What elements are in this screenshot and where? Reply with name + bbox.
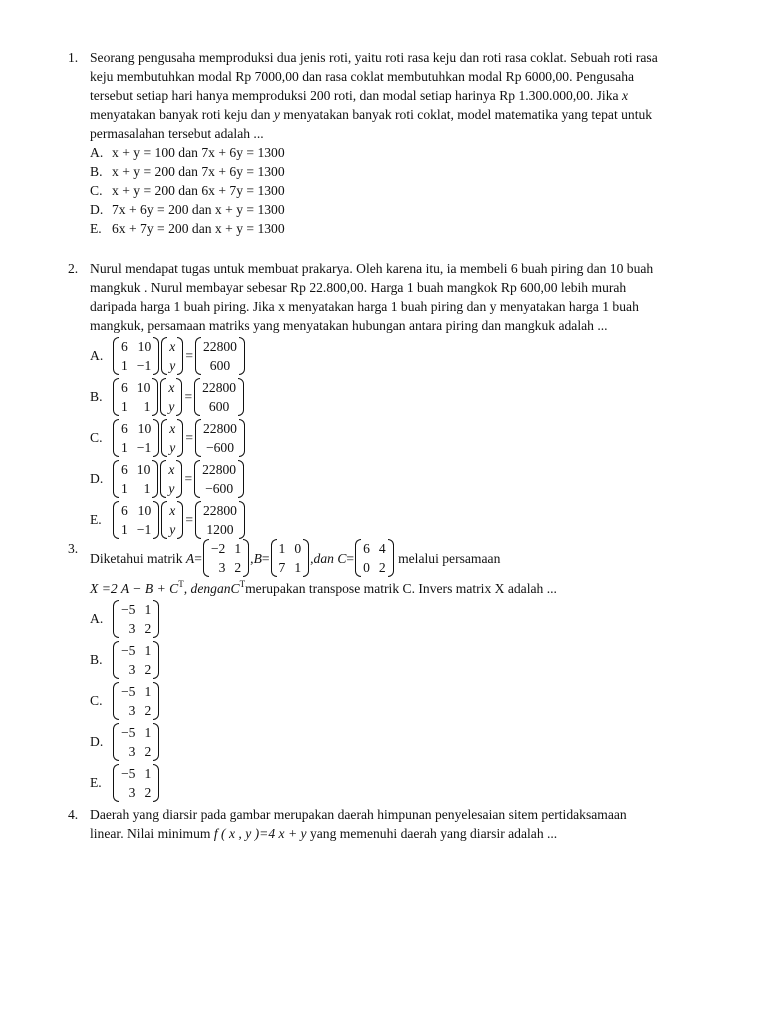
matrix-cell: 3 xyxy=(128,702,136,718)
answer-option-b xyxy=(90,639,728,680)
question-line: Nurul mendapat tugas untuk membuat prakarya. Oleh karena itu, ia membeli 6 buah piring dan 10 buah xyxy=(90,261,654,276)
matrix-cell: −5 xyxy=(121,683,136,699)
matrix-cell: x xyxy=(169,338,176,354)
question-number: 1. xyxy=(68,50,79,65)
matrix-cell: 22800 xyxy=(202,379,237,395)
option-label: C. xyxy=(90,693,103,708)
matrix-cell: 1 xyxy=(144,683,152,699)
variable-vector xyxy=(160,460,182,498)
answer-option-d xyxy=(90,458,728,499)
matrix-cell: 22800 xyxy=(202,502,237,518)
and-c-label: dan C xyxy=(313,550,347,566)
matrix-cell: −5 xyxy=(121,724,136,740)
option-label: E. xyxy=(90,512,102,527)
result-vector xyxy=(195,501,245,539)
right-paren xyxy=(303,539,309,577)
coefficient-matrix xyxy=(113,419,159,457)
answer-option-d xyxy=(90,721,728,762)
coefficient-matrix xyxy=(113,501,159,539)
right-paren xyxy=(153,764,159,802)
matrix-cell: 1200 xyxy=(206,521,234,537)
matrix-cell: 6 xyxy=(121,420,128,436)
matrix-cell: 1 xyxy=(143,398,151,414)
matrix-cell: 1 xyxy=(144,601,152,617)
matrix-equation xyxy=(112,378,245,416)
matrix-cell: 22800 xyxy=(202,420,237,436)
option-label: B. xyxy=(90,164,103,179)
matrix-cell: 1 xyxy=(278,541,286,556)
answer-option-c xyxy=(90,680,728,721)
question-number: 4. xyxy=(68,807,79,822)
matrix-cell: 10 xyxy=(136,379,151,395)
answer-option-a xyxy=(90,598,728,639)
question-line: mangkuk . Nurul membayar sebesar Rp 22.800,00. Harga 1 buah mangkok Rp 600,00 lebih murah xyxy=(90,280,627,295)
matrix-cell: 6 xyxy=(121,379,128,395)
right-paren xyxy=(153,682,159,720)
matrix-a xyxy=(203,539,249,577)
answer-matrix xyxy=(113,641,159,679)
matrix-cell: 3 xyxy=(218,560,226,575)
coefficient-matrix xyxy=(113,378,158,416)
answer-matrix xyxy=(113,600,159,638)
objective-function: f ( x , y )=4 x + y xyxy=(213,826,307,841)
matrix-cell: 1 xyxy=(121,439,128,455)
answer-matrix xyxy=(113,723,159,761)
matrix-equation xyxy=(112,337,246,375)
option-label: D. xyxy=(90,471,104,486)
matrix-cell: x xyxy=(169,502,176,518)
matrix-cell: y xyxy=(169,521,176,537)
matrix-cell: 3 xyxy=(128,620,136,636)
question-number: 2. xyxy=(68,261,79,276)
question-number: 3. xyxy=(68,541,79,556)
question-line: menyatakan banyak roti keju dan y menyatakan banyak roti coklat, model matematika yang tepat untuk xyxy=(90,107,653,122)
question-line: Seorang pengusaha memproduksi dua jenis roti, yaitu roti rasa keju dan roti rasa coklat. Sebuah roti rasa xyxy=(90,50,658,65)
right-paren xyxy=(239,337,245,375)
equals-sign: = xyxy=(184,389,193,404)
equals-sign: = xyxy=(185,348,193,363)
matrix-cell: −1 xyxy=(136,439,152,455)
question-2 xyxy=(68,259,728,540)
matrix-cell: 1 xyxy=(121,521,128,537)
matrix-cell: 22800 xyxy=(202,338,237,354)
right-paren xyxy=(153,723,159,761)
question-line: Diketahui matrik A = −2 1 3 2 , B = 1 0 7 1 , dan C = 6 4 0 2 melalui persamaan xyxy=(90,541,501,575)
matrix-cell: 1 xyxy=(143,480,151,496)
matrix-cell: −1 xyxy=(136,357,152,373)
option-label: B. xyxy=(90,389,103,404)
option-label: D. xyxy=(90,734,104,749)
answer-option-b xyxy=(90,376,728,417)
variable-vector xyxy=(161,337,183,375)
matrix-cell: 2 xyxy=(144,702,152,718)
right-paren xyxy=(388,539,394,577)
right-paren xyxy=(177,419,183,457)
matrix-name-a: A xyxy=(185,550,195,566)
coefficient-matrix xyxy=(113,460,158,498)
transpose-sup: T xyxy=(239,579,246,589)
equals-sign: = xyxy=(185,512,193,527)
matrix-cell: 2 xyxy=(144,620,152,636)
matrix-b xyxy=(271,539,310,577)
matrix-cell: 600 xyxy=(209,357,231,373)
equals-sign: = xyxy=(185,430,193,445)
question-line: permasalahan tersebut adalah ... xyxy=(90,126,264,141)
right-paren xyxy=(238,460,244,498)
equation-rhs: =2 A − B + C xyxy=(101,581,179,596)
right-paren xyxy=(153,501,159,539)
question-line: keju membutuhkan modal Rp 7000,00 dan rasa coklat membutuhkan modal Rp 6000,00. Pengusaha xyxy=(90,69,635,84)
option-label: A. xyxy=(90,145,104,160)
question-1 xyxy=(68,48,728,238)
question-body xyxy=(90,539,728,803)
matrix-cell: 1 xyxy=(294,560,302,575)
matrix-cell: x xyxy=(168,461,175,477)
matrix-cell: 2 xyxy=(234,560,242,575)
variable-y: y xyxy=(273,107,280,122)
question-body xyxy=(90,48,728,238)
answer-option-e xyxy=(90,219,728,238)
variable-x: x xyxy=(621,88,628,103)
matrix-cell: 0 xyxy=(294,541,302,556)
equation-x: X xyxy=(90,581,99,596)
matrix-cell: 2 xyxy=(144,661,152,677)
matrix-cell: −600 xyxy=(205,480,234,496)
equals-sign: = xyxy=(184,471,193,486)
variable-vector xyxy=(161,501,183,539)
matrix-cell: 1 xyxy=(121,398,128,414)
matrix-cell: 2 xyxy=(144,784,152,800)
matrix-cell: 3 xyxy=(128,784,136,800)
right-paren xyxy=(239,501,245,539)
matrix-cell: 3 xyxy=(128,661,136,677)
matrix-cell: 4 xyxy=(378,541,386,556)
matrix-cell: 0 xyxy=(363,560,370,575)
variable-vector xyxy=(161,419,183,457)
question-line: tersebut setiap hari hanya memproduksi 200 roti, dan modal setiap harinya Rp 1.300.000,00. Jika x xyxy=(90,88,628,103)
option-label: B. xyxy=(90,652,103,667)
result-vector xyxy=(194,378,244,416)
answer-option-c xyxy=(90,181,728,200)
matrix-cell: 6 xyxy=(121,461,128,477)
right-paren xyxy=(153,641,159,679)
result-vector xyxy=(194,460,244,498)
matrix-cell: x xyxy=(168,379,175,395)
answer-option-a xyxy=(90,143,728,162)
answer-option-a xyxy=(90,335,728,376)
question-line: Daerah yang diarsir pada gambar merupakan daerah himpunan penyelesaian sitem pertidaksamaan xyxy=(90,807,627,822)
option-label: D. xyxy=(90,202,104,217)
question-line: mangkuk, persamaan matriks yang menyatakan hubungan antara piring dan mangkuk adalah ... xyxy=(90,318,608,333)
answer-option-e xyxy=(90,499,728,540)
transpose-sup: T xyxy=(178,579,184,589)
answer-matrix xyxy=(113,682,159,720)
question-line: linear. Nilai minimum f ( x , y )=4 x + y yang memenuhi daerah yang diarsir adalah ... xyxy=(90,826,558,841)
matrix-cell: 600 xyxy=(208,398,230,414)
right-paren xyxy=(152,460,158,498)
matrix-cell: 7 xyxy=(278,560,286,575)
matrix-cell: 3 xyxy=(128,743,136,759)
option-text: 6x + 7y = 200 dan x + y = 1300 xyxy=(112,221,285,236)
matrix-equation xyxy=(112,419,246,457)
matrix-equation xyxy=(112,501,246,539)
matrix-cell: 1 xyxy=(144,765,152,781)
right-paren xyxy=(153,337,159,375)
matrix-cell: 1 xyxy=(144,642,152,658)
question-line: daripada harga 1 buah piring. Jika x menyatakan harga 1 buah piring dan y menyatakan harga 1 buah xyxy=(90,299,639,314)
right-paren xyxy=(176,460,182,498)
matrix-cell: 22800 xyxy=(202,461,237,477)
right-paren xyxy=(153,419,159,457)
option-label: A. xyxy=(90,348,104,363)
matrix-cell: 6 xyxy=(363,541,370,556)
result-vector xyxy=(195,419,245,457)
matrix-cell: 2 xyxy=(144,743,152,759)
matrix-cell: 6 xyxy=(121,502,128,518)
matrix-cell: −600 xyxy=(205,439,234,455)
option-text: x + y = 200 dan 7x + 6y = 1300 xyxy=(112,164,285,179)
right-paren xyxy=(238,378,244,416)
answer-option-e xyxy=(90,762,728,803)
matrix-cell: 1 xyxy=(234,541,242,556)
matrix-cell: 1 xyxy=(121,480,128,496)
matrix-cell: −1 xyxy=(136,521,152,537)
result-vector xyxy=(195,337,245,375)
answer-options xyxy=(90,598,728,803)
matrix-cell: y xyxy=(168,398,175,414)
matrix-cell: 2 xyxy=(378,560,386,575)
question-4 xyxy=(68,805,728,843)
right-paren xyxy=(176,378,182,416)
matrix-cell: −2 xyxy=(210,541,226,556)
matrix-cell: 10 xyxy=(137,338,152,354)
matrix-cell: 1 xyxy=(121,357,128,373)
matrix-cell: 10 xyxy=(137,420,152,436)
option-text: x + y = 100 dan 7x + 6y = 1300 xyxy=(112,145,285,160)
question-body xyxy=(90,259,728,540)
matrix-equation xyxy=(112,460,245,498)
matrix-name-b: B xyxy=(253,550,262,566)
option-label: C. xyxy=(90,183,103,198)
coefficient-matrix xyxy=(113,337,159,375)
option-label: E. xyxy=(90,775,102,790)
matrix-cell: y xyxy=(169,439,176,455)
matrix-cell: 10 xyxy=(137,502,152,518)
question-body xyxy=(90,805,728,843)
matrix-cell: −5 xyxy=(121,601,136,617)
option-text: x + y = 200 dan 6x + 7y = 1300 xyxy=(112,183,285,198)
right-paren xyxy=(177,501,183,539)
answer-options xyxy=(90,335,728,540)
question-line: X =2 $A - B + C^T$, denganC$^T$merupakan transpose matrik C. Invers matrix X adalah ... xyxy=(90,579,557,596)
matrix-cell: −5 xyxy=(121,765,136,781)
matrix-c xyxy=(355,539,394,577)
answer-option-c xyxy=(90,417,728,458)
right-paren xyxy=(177,337,183,375)
equation-dengan: , denganC xyxy=(183,581,240,596)
question-3 xyxy=(68,539,728,803)
option-text: 7x + 6y = 200 dan x + y = 1300 xyxy=(112,202,285,217)
matrix-cell: x xyxy=(169,420,176,436)
matrix-cell: −5 xyxy=(121,642,136,658)
matrix-cell: 10 xyxy=(136,461,151,477)
answer-matrix xyxy=(113,764,159,802)
option-label: C. xyxy=(90,430,103,445)
right-paren xyxy=(243,539,249,577)
answer-option-b xyxy=(90,162,728,181)
option-label: A. xyxy=(90,611,104,626)
answer-option-d xyxy=(90,200,728,219)
right-paren xyxy=(153,600,159,638)
matrix-cell: 1 xyxy=(144,724,152,740)
right-paren xyxy=(152,378,158,416)
matrix-cell: y xyxy=(169,357,176,373)
right-paren xyxy=(239,419,245,457)
option-label: E. xyxy=(90,221,102,236)
variable-vector xyxy=(160,378,182,416)
matrix-cell: y xyxy=(168,480,175,496)
matrix-cell: 6 xyxy=(121,338,128,354)
